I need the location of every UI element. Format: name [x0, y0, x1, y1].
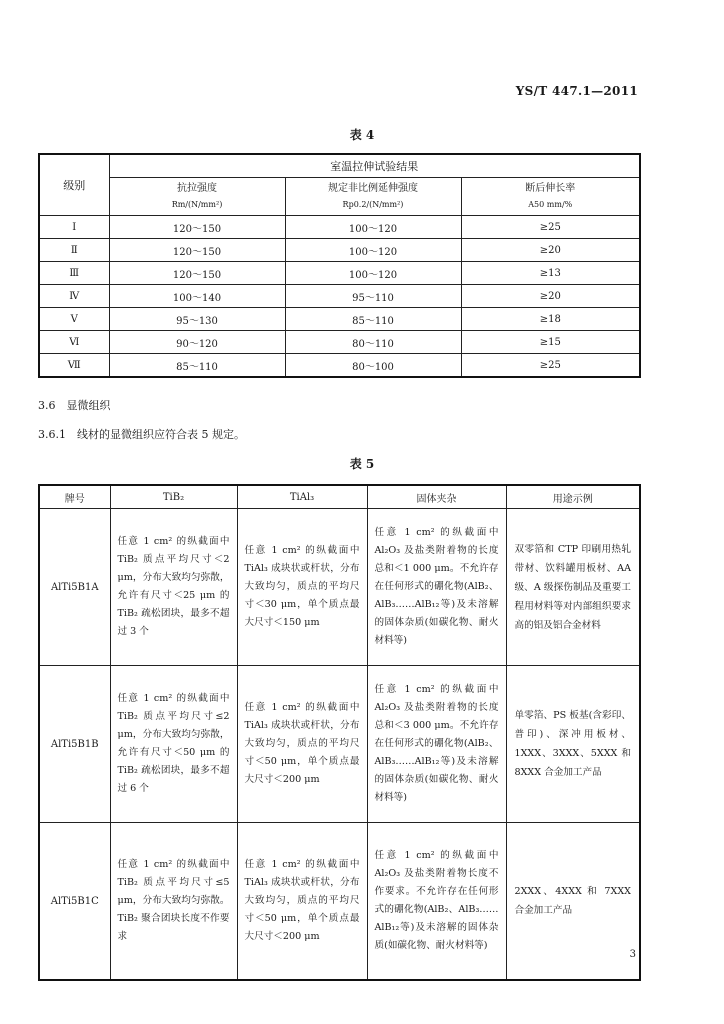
- table5-tib2-cell: 任意 1 cm² 的纵截面中 TiB₂ 质点平均尺寸＜2 μm，分布大致均匀弥散，允许有尺寸＜25 μm 的 TiB₂ 疏松团块，最多不超过 3 个: [110, 509, 237, 666]
- table5-inclusion-header: 固体夹杂: [367, 485, 506, 509]
- table-row: [39, 509, 640, 666]
- table4-yield-cell: 85～110: [285, 308, 461, 331]
- table4-grade-cell: Ⅰ: [39, 216, 109, 239]
- table5-inclusion-cell: 任意 1 cm² 的纵截面中 Al₂O₃ 及盐类附着物的长度总和＜3 000 μm。不允许存在任何形式的硼化物(AlB₂、AlB₃……AlB₁₂等)及未溶解的固体杂质(如碳化物、耐火材料等): [367, 666, 506, 823]
- table-row: [39, 216, 640, 239]
- table4-elong-cell: ≥25: [461, 354, 640, 378]
- table-row: [39, 666, 640, 823]
- table4-yield-cell: 95～110: [285, 285, 461, 308]
- table4-elong-cell: ≥13: [461, 262, 640, 285]
- table-row: [39, 262, 640, 285]
- table4-elong-cell: ≥15: [461, 331, 640, 354]
- table4-yield-cell: 100～120: [285, 262, 461, 285]
- table5-tial3-header: TiAl₃: [237, 485, 367, 509]
- table4-tensile-cell: 85～110: [109, 354, 285, 378]
- table4-grade-cell: Ⅵ: [39, 331, 109, 354]
- table5-tib2-cell: 任意 1 cm² 的纵截面中 TiB₂ 质点平均尺寸≤2 μm，分布大致均匀弥散，允许有尺寸＜50 μm 的 TiB₂ 疏松团块，最多不超过 6 个: [110, 666, 237, 823]
- table4-group-header: 室温拉伸试验结果: [109, 154, 640, 178]
- table4-elong-cell: ≥20: [461, 239, 640, 262]
- table5-grade-cell: AlTi5B1B: [39, 666, 110, 823]
- table4-tensile-cell: 95～130: [109, 308, 285, 331]
- table4-tensile-label: 抗拉强度: [177, 182, 217, 194]
- table-row: [39, 239, 640, 262]
- table4-yield-cell: 100～120: [285, 216, 461, 239]
- page-number: 3: [629, 949, 636, 960]
- table4-tensile-unit: Rm/(N/mm²): [171, 199, 223, 209]
- table4-elong-label: 断后伸长率: [525, 182, 576, 194]
- standard-code: YS/T 447.1—2011: [515, 84, 638, 98]
- table5-grade-cell: AlTi5B1C: [39, 823, 110, 981]
- table4-yield-label: 规定非比例延伸强度: [328, 182, 418, 194]
- table5-usage-header: 用途示例: [506, 485, 640, 509]
- table5: [38, 484, 641, 981]
- table5-tib2-cell: 任意 1 cm² 的纵截面中 TiB₂ 质点平均尺寸≤5 μm，分布大致均匀弥散。TiB₂ 聚合团块长度不作要求: [110, 823, 237, 981]
- table4-tensile-cell: 90～120: [109, 331, 285, 354]
- table4-yield-cell: 100～120: [285, 239, 461, 262]
- table5-tial3-cell: 任意 1 cm² 的纵截面中 TiAl₃ 成块状或杆状，分布大致均匀，质点的平均尺寸＜30 μm，单个质点最大尺寸＜150 μm: [237, 509, 367, 666]
- section-3-6-1-text: 3.6.1 线材的显微组织应符合表 5 规定。: [38, 428, 245, 441]
- table4-elong-cell: ≥18: [461, 308, 640, 331]
- table4-grade-cell: Ⅱ: [39, 239, 109, 262]
- table5-tial3-cell: 任意 1 cm² 的纵截面中 TiAl₃ 成块状或杆状，分布大致均匀，质点的平均尺寸＜50 μm，单个质点最大尺寸＜200 μm: [237, 823, 367, 981]
- table5-tib2-header: TiB₂: [110, 485, 237, 509]
- table4-yield-cell: 80～110: [285, 331, 461, 354]
- table4-tensile-cell: 120～150: [109, 239, 285, 262]
- table5-caption: 表 5: [349, 457, 375, 471]
- table4-yield-unit: Rp0.2/(N/mm²): [342, 199, 404, 209]
- table4-yield-header: [285, 178, 461, 216]
- table4-grade-cell: Ⅴ: [39, 308, 109, 331]
- table4-tensile-cell: 100～140: [109, 285, 285, 308]
- table4-grade-cell: Ⅶ: [39, 354, 109, 378]
- table4-tensile-header: [109, 178, 285, 216]
- table4-elong-cell: ≥20: [461, 285, 640, 308]
- table4-elong-cell: ≥25: [461, 216, 640, 239]
- section-3-6-heading: 3.6 显微组织: [38, 399, 111, 412]
- table4-tensile-cell: 120～150: [109, 262, 285, 285]
- table-row: [39, 331, 640, 354]
- table5-usage-cell: 2XXX、4XXX 和 7XXX 合金加工产品: [506, 823, 640, 981]
- table5-grade-header: 牌号: [39, 485, 110, 509]
- table4-elong-unit: A50 mm/%: [528, 199, 573, 209]
- table-row: [39, 308, 640, 331]
- table4-tensile-cell: 120～150: [109, 216, 285, 239]
- table4-grade-header: 级别: [39, 154, 109, 216]
- table-row: [39, 285, 640, 308]
- table5-usage-cell: 单零箔、PS 板基(含彩印、普印)、深冲用板材、1XXX、3XXX、5XXX 和 8XXX 合金加工产品: [506, 666, 640, 823]
- table4-grade-cell: Ⅲ: [39, 262, 109, 285]
- table5-inclusion-cell: 任意 1 cm² 的纵截面中 Al₂O₃ 及盐类附着物的长度总和＜1 000 μm。不允许存在任何形式的硼化物(AlB₂、AlB₃……AlB₁₂等)及未溶解的固体杂质(如碳化物、耐火材料等): [367, 509, 506, 666]
- table4-grade-cell: Ⅳ: [39, 285, 109, 308]
- table4-caption: 表 4: [349, 128, 375, 142]
- table5-inclusion-cell: 任意 1 cm² 的纵截面中 Al₂O₃ 及盐类附着物长度不作要求。不允许存在任何形式的硼化物(AlB₂、AlB₃……AlB₁₂等)及未溶解的固体杂质(如碳化物、耐火材料等): [367, 823, 506, 981]
- table4: [38, 153, 641, 378]
- table4-yield-cell: 80～100: [285, 354, 461, 378]
- table4-elong-header: [461, 178, 640, 216]
- table-row: [39, 823, 640, 981]
- table5-grade-cell: AlTi5B1A: [39, 509, 110, 666]
- table5-usage-cell: 双零箔和 CTP 印刷用热轧带材、饮料罐用板材、AA 级、A 级探伤制品及重要工程用材料等对内部组织要求高的铝及铝合金材料: [506, 509, 640, 666]
- table-row: [39, 354, 640, 378]
- table5-tial3-cell: 任意 1 cm² 的纵截面中 TiAl₃ 成块状或杆状，分布大致均匀，质点的平均尺寸＜50 μm，单个质点最大尺寸＜200 μm: [237, 666, 367, 823]
